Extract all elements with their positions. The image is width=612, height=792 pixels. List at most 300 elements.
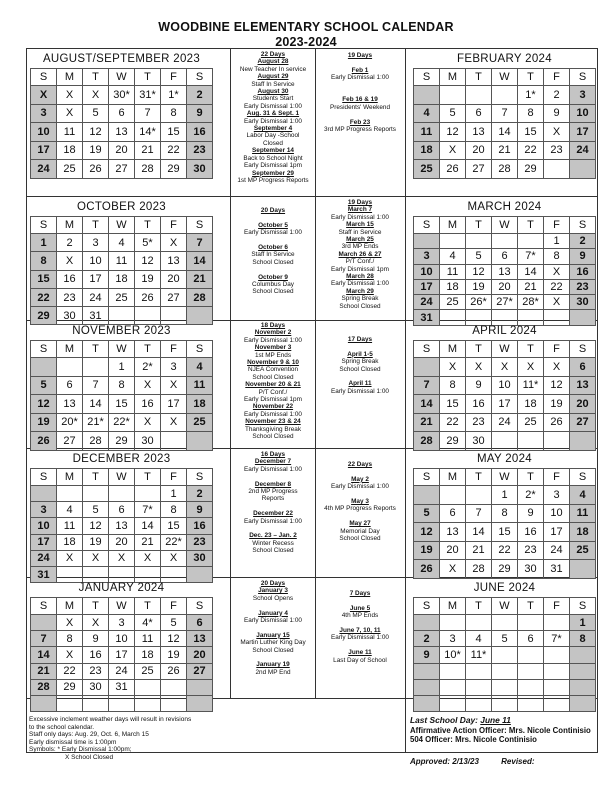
day-cell: 3 <box>414 249 440 264</box>
day-cell: 7 <box>466 504 492 523</box>
day-cell: 21 <box>492 141 518 160</box>
notes-aug_sep <box>232 51 314 184</box>
note-line: P/T Conf./ <box>345 258 375 266</box>
day-cell <box>414 86 440 105</box>
week-row <box>31 160 213 179</box>
day-cell: 22 <box>492 541 518 560</box>
day-cell: 8 <box>570 631 596 647</box>
note-line: Early Dismissal 1pm <box>244 162 302 170</box>
note-line <box>232 473 314 480</box>
day-cell: 23 <box>466 413 492 432</box>
note-line: 1st MP Ends <box>254 351 292 359</box>
weekday-header: T <box>518 69 544 86</box>
footer-officers <box>410 716 600 766</box>
weekday-header: M <box>440 469 466 486</box>
day-cell: 3 <box>31 104 57 123</box>
day-cell: 17 <box>414 279 440 294</box>
note-line: Early Dismissal 1:00 <box>331 74 389 82</box>
day-cell <box>83 695 109 711</box>
note-heading: November 22 <box>252 403 294 411</box>
note-heading: 19 Days <box>347 199 373 206</box>
month-title: APRIL 2024 <box>472 325 537 337</box>
note-line: 4th MP Ends <box>341 612 379 620</box>
day-cell: X <box>57 252 83 270</box>
weekday-header-row <box>31 69 213 86</box>
day-cell: 13 <box>187 631 213 647</box>
weekday-header: M <box>57 69 83 86</box>
day-cell: 28 <box>414 432 440 451</box>
day-cell: 5 <box>83 502 109 518</box>
day-cell: 22 <box>440 413 466 432</box>
month-grid <box>30 468 213 583</box>
day-cell: 26 <box>544 413 570 432</box>
notes-jun <box>317 590 403 664</box>
note-heading: Dec. 23 – Jan. 2 <box>249 532 297 540</box>
note-heading: August 29 <box>257 73 289 81</box>
month-title: JUNE 2024 <box>473 582 536 594</box>
day-cell: 11 <box>57 518 83 534</box>
day-cell: 25 <box>187 413 213 432</box>
note-heading: August 28 <box>257 58 289 66</box>
day-cell: 10 <box>83 252 109 270</box>
day-cell: 9 <box>187 104 213 123</box>
footer-line: Symbols: * Early Dismissal 1:00pm; <box>29 746 132 754</box>
day-cell <box>544 615 570 631</box>
day-cell <box>440 86 466 105</box>
day-cell: X <box>135 376 161 395</box>
week-row <box>414 486 596 505</box>
note-heading: March 7 <box>347 206 373 214</box>
month-grid <box>30 68 213 179</box>
day-cell: X <box>109 550 135 566</box>
day-cell: 13 <box>109 123 135 142</box>
day-cell: 11 <box>109 252 135 270</box>
day-cell: 26 <box>31 432 57 451</box>
note-heading: 20 Days <box>260 580 286 587</box>
day-cell: 31 <box>83 307 109 325</box>
day-cell <box>518 679 544 695</box>
day-cell: 11 <box>570 504 596 523</box>
day-cell: 22 <box>161 141 187 160</box>
day-cell: 18 <box>57 534 83 550</box>
week-row <box>414 432 596 451</box>
day-cell: 4 <box>414 104 440 123</box>
day-cell: 16 <box>57 270 83 288</box>
day-cell: X <box>161 234 187 252</box>
note-line: Labor Day -School <box>246 132 300 140</box>
day-cell: 19 <box>135 270 161 288</box>
day-cell <box>518 234 544 249</box>
day-cell: 3 <box>570 86 596 105</box>
day-cell: X <box>161 376 187 395</box>
day-cell: 24 <box>570 141 596 160</box>
day-cell: 7 <box>187 234 213 252</box>
day-cell <box>135 486 161 502</box>
note-line <box>317 373 403 380</box>
note-line <box>317 59 403 66</box>
day-cell: 31 <box>544 560 570 579</box>
day-cell: 1* <box>161 86 187 105</box>
day-cell: 20* <box>57 413 83 432</box>
week-row <box>414 615 596 631</box>
day-cell: 19 <box>466 279 492 294</box>
note-line <box>232 624 314 631</box>
note-line: P/T Conf./ <box>258 388 288 396</box>
day-cell: 6 <box>466 104 492 123</box>
day-cell: 19 <box>161 647 187 663</box>
day-cell: 29 <box>440 432 466 451</box>
week-row <box>31 86 213 105</box>
note-line <box>317 597 403 604</box>
day-cell: 16 <box>518 523 544 542</box>
day-cell: X <box>57 86 83 105</box>
day-cell: 12 <box>31 395 57 414</box>
day-cell: 26 <box>161 663 187 679</box>
day-cell <box>466 615 492 631</box>
note-heading: June 11 <box>348 649 372 657</box>
day-cell <box>492 86 518 105</box>
day-cell: X <box>57 647 83 663</box>
weekday-header: F <box>544 217 570 234</box>
day-cell: 23 <box>544 141 570 160</box>
week-row <box>414 395 596 414</box>
calendar-title: WOODBINE ELEMENTARY SCHOOL CALENDAR <box>158 20 454 34</box>
day-cell: 9 <box>83 631 109 647</box>
day-cell: 8 <box>57 631 83 647</box>
week-row <box>414 695 596 711</box>
day-cell <box>414 234 440 249</box>
divider-row-1 <box>26 196 598 197</box>
week-row <box>31 663 213 679</box>
day-cell: 20 <box>466 141 492 160</box>
day-cell <box>414 615 440 631</box>
note-line: Early Dismissal 1:00 <box>331 634 389 642</box>
day-cell: 21 <box>518 279 544 294</box>
day-cell: 10 <box>109 631 135 647</box>
day-cell <box>492 695 518 711</box>
note-heading: October 9 <box>258 273 288 281</box>
day-cell <box>544 663 570 679</box>
day-cell: 19 <box>414 541 440 560</box>
day-cell <box>187 695 213 711</box>
day-cell: 20 <box>187 647 213 663</box>
week-row <box>414 376 596 395</box>
note-line: Winter Recess <box>252 539 294 547</box>
note-line <box>317 468 403 475</box>
day-cell: 8 <box>161 502 187 518</box>
weekday-header: W <box>492 469 518 486</box>
day-cell: 9 <box>518 504 544 523</box>
day-cell: 17 <box>161 395 187 414</box>
day-cell <box>109 695 135 711</box>
weekday-header: W <box>492 217 518 234</box>
day-cell: 6 <box>518 631 544 647</box>
day-cell: 7 <box>135 104 161 123</box>
day-cell <box>57 695 83 711</box>
note-line <box>317 491 403 498</box>
day-cell: 28 <box>83 432 109 451</box>
note-line: Memorial Day <box>340 527 380 535</box>
week-row <box>31 679 213 695</box>
day-cell: 10 <box>31 518 57 534</box>
note-line: Spring Break <box>341 295 379 303</box>
weekday-header-row <box>414 217 596 234</box>
day-cell: X <box>440 141 466 160</box>
note-heading: 16 Days <box>260 451 286 458</box>
day-cell <box>518 432 544 451</box>
day-cell: 26 <box>83 160 109 179</box>
note-line <box>232 237 314 244</box>
day-cell: X <box>57 615 83 631</box>
day-cell <box>544 679 570 695</box>
note-line: Early Dismissal 1:00 <box>244 517 302 525</box>
note-heading: 22 Days <box>347 461 373 468</box>
day-cell: 13 <box>161 252 187 270</box>
day-cell: 12 <box>544 376 570 395</box>
week-row <box>31 288 213 306</box>
day-cell: 11* <box>466 647 492 663</box>
day-cell: 1* <box>518 86 544 105</box>
weekday-header: W <box>492 69 518 86</box>
day-cell: 3 <box>31 502 57 518</box>
week-row <box>414 141 596 160</box>
weekday-header: S <box>570 469 596 486</box>
notes-feb <box>317 52 403 133</box>
weekday-header: W <box>109 217 135 234</box>
day-cell <box>440 695 466 711</box>
note-line: School Closed <box>339 302 381 310</box>
day-cell: 7* <box>135 502 161 518</box>
week-row <box>31 141 213 160</box>
day-cell <box>466 679 492 695</box>
day-cell: 21 <box>31 663 57 679</box>
weekday-header: S <box>31 469 57 486</box>
note-heading: Feb 1 <box>351 66 369 74</box>
weekday-header: M <box>440 598 466 615</box>
day-cell: 12 <box>161 631 187 647</box>
last-day-value: June 11 <box>480 715 511 725</box>
note-line: 4th MP Progress Reports <box>324 505 396 513</box>
note-line <box>232 525 314 532</box>
day-cell <box>518 663 544 679</box>
day-cell <box>440 486 466 505</box>
day-cell: 24 <box>31 550 57 566</box>
week-row <box>414 279 596 294</box>
day-cell: 4 <box>466 631 492 647</box>
day-cell: 1 <box>31 234 57 252</box>
day-cell <box>492 663 518 679</box>
note-line: Students Start <box>252 95 294 103</box>
day-cell: 22 <box>31 288 57 306</box>
day-cell: 25 <box>135 663 161 679</box>
note-line: 1st MP Progress Reports <box>237 176 309 184</box>
day-cell: 1 <box>544 234 570 249</box>
note-heading: Feb 16 & 19 <box>342 96 378 104</box>
month-title: JANUARY 2024 <box>78 582 165 594</box>
day-cell: 15 <box>440 395 466 414</box>
month-title: MARCH 2024 <box>467 201 542 213</box>
note-heading: Aug. 31 & Sept. 1 <box>246 110 300 118</box>
weekday-header: F <box>161 469 187 486</box>
day-cell <box>414 679 440 695</box>
day-cell: 10 <box>544 504 570 523</box>
day-cell: 6 <box>109 502 135 518</box>
day-cell: 21 <box>135 141 161 160</box>
day-cell: 22* <box>109 413 135 432</box>
day-cell: 12 <box>135 252 161 270</box>
day-cell: 14 <box>518 264 544 279</box>
day-cell: 8 <box>109 376 135 395</box>
day-cell: 12 <box>440 123 466 142</box>
week-row <box>31 518 213 534</box>
day-cell: 29 <box>161 160 187 179</box>
day-cell <box>57 486 83 502</box>
day-cell: 24 <box>544 541 570 560</box>
note-heading: January 19 <box>256 661 290 669</box>
notes-oct <box>232 207 314 296</box>
day-cell: 10 <box>492 376 518 395</box>
week-row <box>31 502 213 518</box>
month-title: NOVEMBER 2023 <box>72 325 171 337</box>
day-cell: 16 <box>135 395 161 414</box>
day-cell: 13 <box>57 395 83 414</box>
day-cell: 22 <box>518 141 544 160</box>
day-cell: 19 <box>83 534 109 550</box>
day-cell <box>57 358 83 377</box>
weekday-header: S <box>570 69 596 86</box>
day-cell: 27* <box>492 295 518 310</box>
day-cell: 19 <box>544 395 570 414</box>
note-line <box>317 620 403 627</box>
weekday-header: W <box>492 598 518 615</box>
day-cell <box>492 679 518 695</box>
divider-left <box>230 48 231 698</box>
day-cell: 2* <box>518 486 544 505</box>
note-line: 3rd MP Ends <box>341 243 379 251</box>
day-cell: 6 <box>570 358 596 377</box>
footer-notes <box>29 716 254 762</box>
weekday-header: W <box>109 598 135 615</box>
day-cell: 30 <box>83 679 109 695</box>
note-line: School Opens <box>252 594 294 602</box>
note-line: Early Dismissal 1:00 <box>244 336 302 344</box>
weekday-header: S <box>414 598 440 615</box>
day-cell: X <box>57 104 83 123</box>
note-heading: April 11 <box>348 380 372 388</box>
affirmative-action-officer: Affirmative Action Officer: Mrs. Nicole Continisio <box>410 725 591 735</box>
note-heading: November 20 & 21 <box>245 381 301 389</box>
day-cell: 9 <box>544 104 570 123</box>
week-row <box>414 413 596 432</box>
day-cell <box>187 432 213 451</box>
weekday-header: S <box>31 341 57 358</box>
weekday-header-row <box>31 217 213 234</box>
note-heading: November 23 & 24 <box>245 418 301 426</box>
day-cell: 7* <box>518 249 544 264</box>
day-cell: 29 <box>31 307 57 325</box>
day-cell <box>440 679 466 695</box>
day-cell <box>518 695 544 711</box>
day-cell: 23 <box>570 279 596 294</box>
note-heading: March 26 & 27 <box>338 250 382 258</box>
note-heading: December 22 <box>253 510 293 518</box>
weekday-header: T <box>83 69 109 86</box>
day-cell <box>570 695 596 711</box>
week-row <box>31 104 213 123</box>
note-heading: March 15 <box>346 221 374 229</box>
note-heading: April 1-5 <box>347 350 373 358</box>
footer-line: Excessive inclement weather days will result in revisions <box>29 716 192 723</box>
weekday-header: T <box>466 341 492 358</box>
note-line <box>317 343 403 350</box>
day-cell: 11 <box>187 376 213 395</box>
weekday-header: T <box>518 341 544 358</box>
week-row <box>414 541 596 560</box>
weekday-header: W <box>109 341 135 358</box>
note-line <box>232 266 314 273</box>
note-heading: October 5 <box>258 221 288 229</box>
note-line: Martin Luther King Day <box>240 639 306 647</box>
note-heading: November 3 <box>254 344 292 352</box>
day-cell: 20 <box>161 270 187 288</box>
week-row <box>414 160 596 179</box>
note-line: Back to School Night <box>243 154 303 162</box>
officer-504: 504 Officer: Mrs. Nicole Continisio <box>410 735 537 745</box>
week-row <box>414 249 596 264</box>
day-cell: 5 <box>31 376 57 395</box>
day-cell: 21 <box>135 534 161 550</box>
day-cell: 12 <box>466 264 492 279</box>
day-cell <box>31 358 57 377</box>
note-line: Presidents' Weekend <box>329 103 391 111</box>
day-cell <box>544 647 570 663</box>
weekday-header: T <box>135 469 161 486</box>
day-cell: 18 <box>440 279 466 294</box>
last-school-day <box>410 716 600 726</box>
day-cell: 3 <box>440 631 466 647</box>
week-row <box>414 631 596 647</box>
day-cell: 31 <box>109 679 135 695</box>
weekday-header: S <box>414 69 440 86</box>
note-line: Early Dismissal 1pm <box>244 396 302 404</box>
day-cell: 9 <box>466 376 492 395</box>
day-cell: X <box>135 550 161 566</box>
day-cell <box>440 234 466 249</box>
weekday-header: S <box>187 341 213 358</box>
day-cell: 30 <box>135 432 161 451</box>
day-cell <box>570 160 596 179</box>
week-row <box>31 432 213 451</box>
note-heading: 18 Days <box>260 322 286 329</box>
week-row <box>414 663 596 679</box>
day-cell: 27 <box>466 160 492 179</box>
note-heading: 17 Days <box>347 336 373 343</box>
note-line: Last Day of School <box>333 656 387 664</box>
day-cell: 29 <box>518 160 544 179</box>
note-heading: September 29 <box>252 169 294 177</box>
day-cell <box>466 234 492 249</box>
weekday-header-row <box>414 469 596 486</box>
day-cell: 18 <box>414 141 440 160</box>
day-cell: 23 <box>187 141 213 160</box>
week-row <box>414 104 596 123</box>
note-heading: June 5 <box>349 604 371 612</box>
footer-line: to the school calendar. <box>29 723 95 731</box>
day-cell: 28 <box>31 679 57 695</box>
note-heading: March 28 <box>346 273 374 281</box>
day-cell <box>187 679 213 695</box>
note-heading: January 15 <box>256 631 290 639</box>
